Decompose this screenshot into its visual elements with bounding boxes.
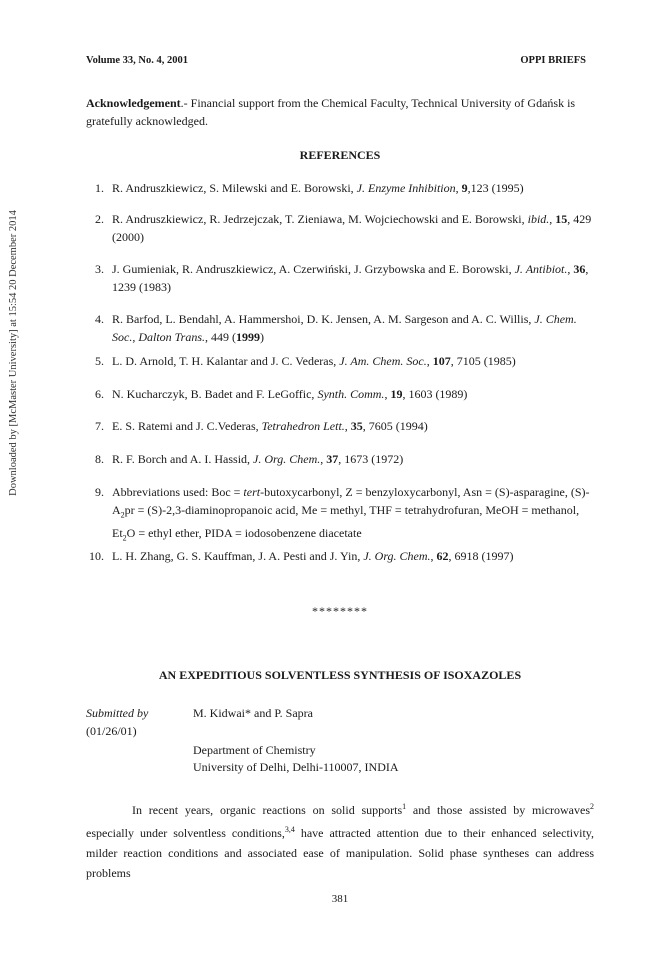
article-title: AN EXPEDITIOUS SOLVENTLESS SYNTHESIS OF ISOXAZOLES [158,668,522,682]
reference-number: 1. [95,181,104,195]
reference-text: J. Gumieniak, R. Andruszkiewicz, A. Czerwiński, J. Grzybowska and E. Borowski, J. Antibiot., 36, 1239 (1983) [112,262,589,294]
download-watermark [8,48,22,658]
author-university: University of Delhi, Delhi-110007, INDIA [193,760,399,774]
body-paragraph: In recent years, organic reactions on solid supports$^1$ and those assisted by microwaves$^2$ especially under solventless conditions,$^{3,4}$ have attracted attention due to their enhanced selectivity, milder reaction conditions and associated ease of manipulation. Solid phase syntheses can address problems [86,802,595,880]
reference-text: R. Andruszkiewicz, R. Jedrzejczak, T. Zieniawa, M. Wojciechowski and E. Borowski, ibid., 15, 429 (2000) [112,212,592,244]
reference-number: 8. [95,452,104,466]
submission-date: (01/26/01) [86,724,137,738]
reference-text: L. H. Zhang, G. S. Kauffman, J. A. Pesti and J. Yin, J. Org. Chem., 62, 6918 (1997) [112,549,514,563]
submitted-by-label: Submitted by [86,706,149,720]
references-heading: REFERENCES [299,148,381,162]
acknowledgement-text: .- Financial support from the Chemical Faculty, Technical University of Gdańsk is gratefully acknowledged. [86,96,576,128]
download-watermark-text: Downloaded by [McMaster University] at 15:54 20 December 2014 [8,210,19,496]
reference-text: N. Kucharczyk, B. Badet and F. LeGoffic, Synth. Comm., 19, 1603 (1989) [112,387,468,401]
reference-number: 3. [95,262,104,276]
reference-number: 4. [95,312,104,326]
reference-number: 5. [95,354,104,368]
reference-number: 7. [95,419,104,433]
reference-text: R. F. Borch and A. I. Hassid, J. Org. Chem., 37, 1673 (1972) [112,452,404,466]
reference-number: 6. [95,387,104,401]
reference-text: E. S. Ratemi and J. C.Vederas, Tetrahedron Lett., 35, 7605 (1994) [112,419,428,433]
author-department: Department of Chemistry [193,743,316,757]
reference-number: 10. [89,549,104,563]
running-header-volume: Volume 33, No. 4, 2001 [86,55,188,66]
reference-text: R. Barfod, L. Bendahl, A. Hammershoi, D. K. Jensen, A. M. Sargeson and A. C. Willis, J. Chem. Soc., Dalton Trans., 449 (1999) [112,312,577,344]
reference-number: 9. [95,485,104,499]
page-number: 381 [331,893,349,905]
section-separator: ******** [312,604,368,618]
reference-number: 2. [95,212,104,226]
article-authors: M. Kidwai* and P. Sapra [193,706,313,720]
reference-text: R. Andruszkiewicz, S. Milewski and E. Borowski, J. Enzyme Inhibition, 9,123 (1995) [112,181,524,195]
reference-text: Abbreviations used: Boc = tert-butoxycarbonyl, Z = benzyloxycarbonyl, Asn = (S)-asparagine, $(S)-A_2pr$ = (S)-2,3-diaminopropanoic acid, Me = methyl, THF = tetrahydrofuran, MeOH = methanol, $Et_2O$ = ethyl ether, PIDA = iodosobenzene diacetate [112,485,590,543]
acknowledgement [86,94,594,130]
running-header-section: OPPI BRIEFS [520,55,586,66]
reference-text: L. D. Arnold, T. H. Kalantar and J. C. Vederas, J. Am. Chem. Soc., 107, 7105 (1985) [112,354,516,368]
acknowledgement-label: Acknowledgement [86,96,181,110]
